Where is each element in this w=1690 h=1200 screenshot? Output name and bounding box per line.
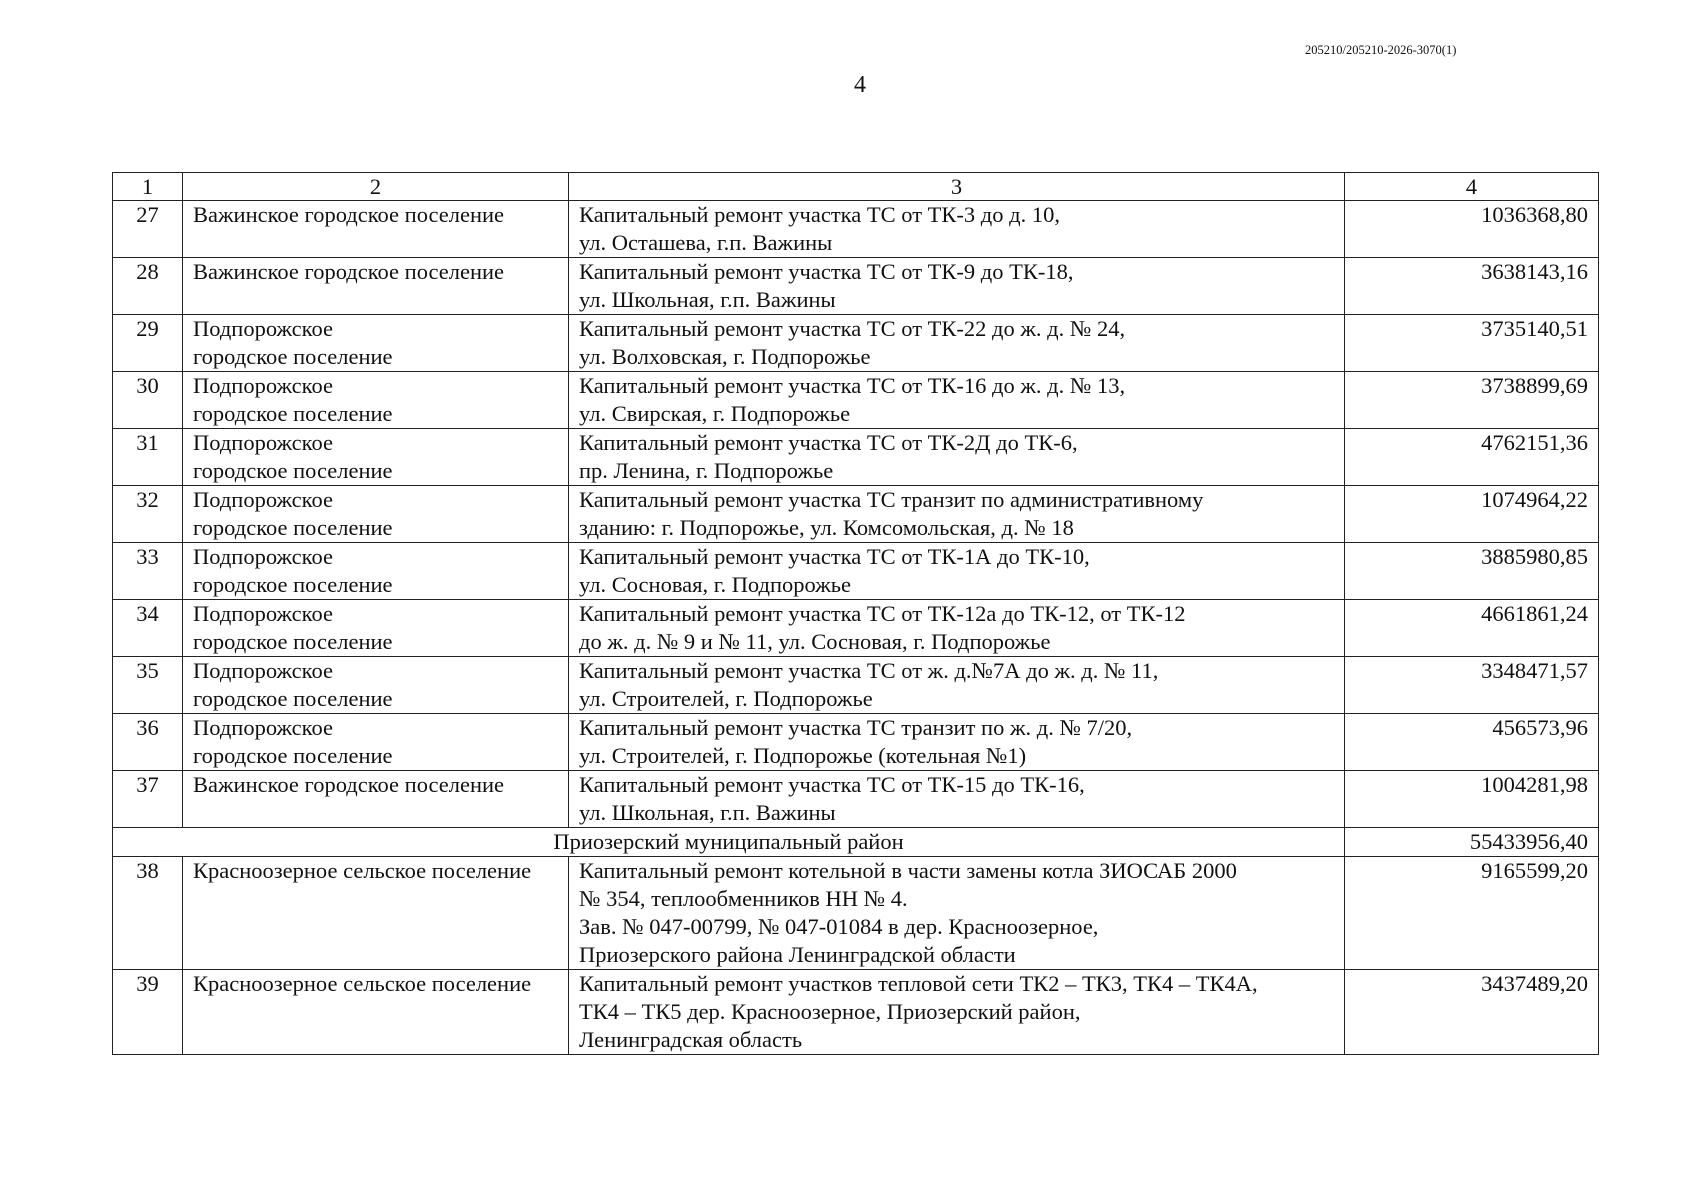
cell-line: Важинское городское поселение xyxy=(193,202,505,227)
work-description xyxy=(569,429,1345,486)
amount: 3348471,57 xyxy=(1345,657,1599,714)
work-description xyxy=(569,714,1345,771)
cell-line: Подпорожское xyxy=(193,715,333,740)
row-number: 37 xyxy=(113,771,183,828)
amount: 4762151,36 xyxy=(1345,429,1599,486)
amount: 4661861,24 xyxy=(1345,600,1599,657)
cell-line: Подпорожское xyxy=(193,316,333,341)
cell-line: Ленинградская область xyxy=(579,1027,803,1052)
header-col-2: 2 xyxy=(183,173,569,201)
funding-table xyxy=(112,172,1599,1055)
cell-line: Подпорожское xyxy=(193,601,333,626)
settlement-name xyxy=(183,258,569,315)
amount: 3437489,20 xyxy=(1345,970,1599,1055)
amount: 1074964,22 xyxy=(1345,486,1599,543)
cell-line: ул. Школьная, г.п. Важины xyxy=(579,287,836,312)
cell-line: Зав. № 047-00799, № 047-01084 в дер. Красноозерное, xyxy=(579,914,1099,939)
cell-line: Приозерского района Ленинградской области xyxy=(579,942,1016,967)
cell-line: Капитальный ремонт участков тепловой сети ТК2 – ТК3, ТК4 – ТК4А, xyxy=(579,971,1258,996)
row-number: 28 xyxy=(113,258,183,315)
amount: 3885980,85 xyxy=(1345,543,1599,600)
settlement-name xyxy=(183,372,569,429)
settlement-name xyxy=(183,429,569,486)
cell-line: городское поселение xyxy=(193,344,393,369)
table-row xyxy=(113,771,1599,828)
row-number: 30 xyxy=(113,372,183,429)
cell-line: Подпорожское xyxy=(193,487,333,512)
cell-line: ул. Сосновая, г. Подпорожье xyxy=(579,572,852,597)
table-row xyxy=(113,201,1599,258)
cell-line: ул. Строителей, г. Подпорожье xyxy=(579,686,873,711)
row-number: 36 xyxy=(113,714,183,771)
cell-line: Капитальный ремонт участка ТС от ТК-12а до ТК-12, от ТК-12 xyxy=(579,601,1186,626)
cell-line: зданию: г. Подпорожье, ул. Комсомольская, д. № 18 xyxy=(579,515,1074,540)
cell-line: Подпорожское xyxy=(193,658,333,683)
work-description xyxy=(569,372,1345,429)
table-row xyxy=(113,372,1599,429)
amount: 1036368,80 xyxy=(1345,201,1599,258)
cell-line: № 354, теплообменников НН № 4. xyxy=(579,886,908,911)
work-description xyxy=(569,600,1345,657)
cell-line: Капитальный ремонт участка ТС от ТК-22 до ж. д. № 24, xyxy=(579,316,1126,341)
amount: 3738899,69 xyxy=(1345,372,1599,429)
work-description xyxy=(569,771,1345,828)
cell-line: Подпорожское xyxy=(193,373,333,398)
table-row xyxy=(113,970,1599,1055)
cell-line: ул. Волховская, г. Подпорожье xyxy=(579,344,871,369)
cell-line: Красноозерное сельское поселение xyxy=(193,971,532,996)
cell-line: ул. Школьная, г.п. Важины xyxy=(579,800,836,825)
cell-line: Подпорожское xyxy=(193,544,333,569)
table-header-row xyxy=(113,173,1599,201)
row-number: 29 xyxy=(113,315,183,372)
settlement-name xyxy=(183,543,569,600)
row-number: 32 xyxy=(113,486,183,543)
work-description xyxy=(569,970,1345,1055)
amount: 3638143,16 xyxy=(1345,258,1599,315)
cell-line: городское поселение xyxy=(193,458,393,483)
work-description xyxy=(569,258,1345,315)
table-row xyxy=(113,657,1599,714)
table-row xyxy=(113,486,1599,543)
region-amount: 55433956,40 xyxy=(1345,828,1599,857)
work-description xyxy=(569,543,1345,600)
cell-line: Капитальный ремонт участка ТС от ТК-16 до ж. д. № 13, xyxy=(579,373,1126,398)
cell-line: Капитальный ремонт участка ТС транзит по ж. д. № 7/20, xyxy=(579,715,1133,740)
row-number: 34 xyxy=(113,600,183,657)
document-code: 205210/205210-2026-3070(1) xyxy=(1305,43,1457,57)
cell-line: Важинское городское поселение xyxy=(193,772,505,797)
cell-line: городское поселение xyxy=(193,743,393,768)
row-number: 38 xyxy=(113,857,183,970)
cell-line: Капитальный ремонт участка ТС от ТК-2Д до ТК-6, xyxy=(579,430,1078,455)
cell-line: городское поселение xyxy=(193,572,393,597)
cell-line: ул. Свирская, г. Подпорожье xyxy=(579,401,851,426)
work-description xyxy=(569,486,1345,543)
cell-line: Капитальный ремонт котельной в части замены котла ЗИОСАБ 2000 xyxy=(579,858,1237,883)
cell-line: Капитальный ремонт участка ТС транзит по административному xyxy=(579,487,1204,512)
cell-line: Важинское городское поселение xyxy=(193,259,505,284)
table-row xyxy=(113,429,1599,486)
cell-line: Капитальный ремонт участка ТС от ТК-15 до ТК-16, xyxy=(579,772,1085,797)
cell-line: Подпорожское xyxy=(193,430,333,455)
cell-line: Капитальный ремонт участка ТС от ТК-1А до ТК-10, xyxy=(579,544,1090,569)
row-number: 39 xyxy=(113,970,183,1055)
cell-line: городское поселение xyxy=(193,629,393,654)
row-number: 33 xyxy=(113,543,183,600)
row-number: 35 xyxy=(113,657,183,714)
settlement-name xyxy=(183,600,569,657)
cell-line: ТК4 – ТК5 дер. Красноозерное, Приозерский район, xyxy=(579,999,1081,1024)
header-col-1: 1 xyxy=(113,173,183,201)
region-name: Приозерский муниципальный район xyxy=(113,828,1345,857)
region-subtotal-row xyxy=(113,828,1599,857)
settlement-name xyxy=(183,201,569,258)
table-row xyxy=(113,600,1599,657)
work-description xyxy=(569,657,1345,714)
settlement-name xyxy=(183,714,569,771)
cell-line: ул. Осташева, г.п. Важины xyxy=(579,230,833,255)
table-row xyxy=(113,543,1599,600)
amount: 3735140,51 xyxy=(1345,315,1599,372)
settlement-name xyxy=(183,657,569,714)
cell-line: городское поселение xyxy=(193,686,393,711)
cell-line: Капитальный ремонт участка ТС от ТК-9 до ТК-18, xyxy=(579,259,1074,284)
cell-line: пр. Ленина, г. Подпорожье xyxy=(579,458,834,483)
cell-line: городское поселение xyxy=(193,515,393,540)
cell-line: Капитальный ремонт участка ТС от ж. д.№7А до ж. д. № 11, xyxy=(579,658,1159,683)
page-number: 4 xyxy=(854,72,866,98)
header-col-3: 3 xyxy=(569,173,1345,201)
amount: 1004281,98 xyxy=(1345,771,1599,828)
settlement-name xyxy=(183,771,569,828)
row-number: 31 xyxy=(113,429,183,486)
work-description xyxy=(569,201,1345,258)
cell-line: ул. Строителей, г. Подпорожье (котельная №1) xyxy=(579,743,1027,768)
table-row xyxy=(113,857,1599,970)
amount: 9165599,20 xyxy=(1345,857,1599,970)
row-number: 27 xyxy=(113,201,183,258)
header-col-4: 4 xyxy=(1345,173,1599,201)
amount: 456573,96 xyxy=(1345,714,1599,771)
settlement-name xyxy=(183,970,569,1055)
work-description xyxy=(569,315,1345,372)
table-row xyxy=(113,714,1599,771)
table-row xyxy=(113,258,1599,315)
work-description xyxy=(569,857,1345,970)
cell-line: Капитальный ремонт участка ТС от ТК-3 до д. 10, xyxy=(579,202,1060,227)
cell-line: до ж. д. № 9 и № 11, ул. Сосновая, г. Подпорожье xyxy=(579,629,1051,654)
cell-line: Красноозерное сельское поселение xyxy=(193,858,532,883)
settlement-name xyxy=(183,486,569,543)
settlement-name xyxy=(183,315,569,372)
settlement-name xyxy=(183,857,569,970)
cell-line: городское поселение xyxy=(193,401,393,426)
table-row xyxy=(113,315,1599,372)
